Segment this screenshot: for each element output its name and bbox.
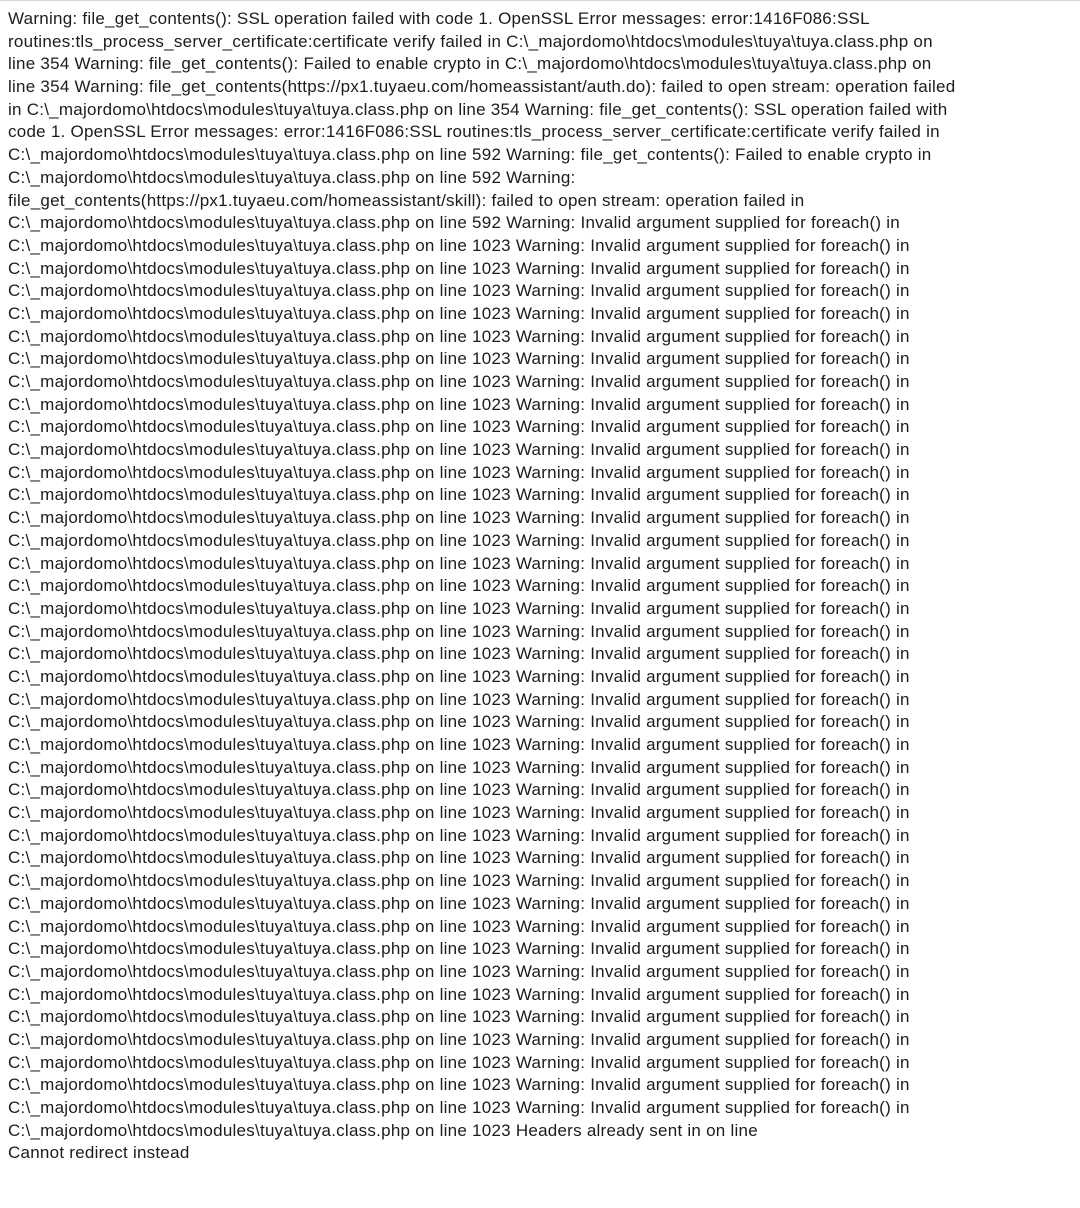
php-warning-line: C:\_majordomo\htdocs\modules\tuya\tuya.class.php on line 1023 Warning: Invalid argument supplied for foreach() in <box>8 803 910 823</box>
php-warning-line: C:\_majordomo\htdocs\modules\tuya\tuya.class.php on line 1023 Warning: Invalid argument supplied for foreach() in <box>8 780 910 800</box>
php-warning-line: C:\_majordomo\htdocs\modules\tuya\tuya.class.php on line 1023 Warning: Invalid argument supplied for foreach() in <box>8 916 910 936</box>
php-warning-line: C:\_majordomo\htdocs\modules\tuya\tuya.class.php on line 1023 Warning: Invalid argument supplied for foreach() in <box>8 1052 910 1072</box>
php-warning-line: C:\_majordomo\htdocs\modules\tuya\tuya.class.php on line 1023 Warning: Invalid argument supplied for foreach() in <box>8 235 910 255</box>
php-warning-line: C:\_majordomo\htdocs\modules\tuya\tuya.class.php on line 1023 Warning: Invalid argument supplied for foreach() in <box>8 326 910 346</box>
php-warning-line: C:\_majordomo\htdocs\modules\tuya\tuya.class.php on line 1023 Warning: Invalid argument supplied for foreach() in <box>8 1007 910 1027</box>
php-warning-line: C:\_majordomo\htdocs\modules\tuya\tuya.class.php on line 1023 Warning: Invalid argument supplied for foreach() in <box>8 825 910 845</box>
php-warning-line: C:\_majordomo\htdocs\modules\tuya\tuya.class.php on line 1023 Warning: Invalid argument supplied for foreach() in <box>8 576 910 596</box>
php-warning-line: C:\_majordomo\htdocs\modules\tuya\tuya.class.php on line 1023 Warning: Invalid argument supplied for foreach() in <box>8 1029 910 1049</box>
php-warning-line: in C:\_majordomo\htdocs\modules\tuya\tuya.class.php on line 354 Warning: file_get_contents(): SSL operation failed with <box>8 99 948 119</box>
php-warning-line: C:\_majordomo\htdocs\modules\tuya\tuya.class.php on line 1023 Headers already sent in on line <box>8 1120 758 1140</box>
php-warning-line: code 1. OpenSSL Error messages: error:1416F086:SSL routines:tls_process_server_certificate:certificate verify failed in <box>8 122 940 142</box>
php-warning-line: C:\_majordomo\htdocs\modules\tuya\tuya.class.php on line 1023 Warning: Invalid argument supplied for foreach() in <box>8 893 910 913</box>
php-warning-line: C:\_majordomo\htdocs\modules\tuya\tuya.class.php on line 592 Warning: file_get_contents(): Failed to enable crypto in <box>8 145 932 165</box>
php-warning-line: Cannot redirect instead <box>8 1143 190 1163</box>
php-warning-line: C:\_majordomo\htdocs\modules\tuya\tuya.class.php on line 1023 Warning: Invalid argument supplied for foreach() in <box>8 349 910 369</box>
php-warning-line: C:\_majordomo\htdocs\modules\tuya\tuya.class.php on line 1023 Warning: Invalid argument supplied for foreach() in <box>8 848 910 868</box>
php-warning-line: C:\_majordomo\htdocs\modules\tuya\tuya.class.php on line 1023 Warning: Invalid argument supplied for foreach() in <box>8 961 910 981</box>
php-warning-line: line 354 Warning: file_get_contents(https://px1.tuyaeu.com/homeassistant/auth.do): failed to open stream: operation failed <box>8 77 956 97</box>
php-warning-line: C:\_majordomo\htdocs\modules\tuya\tuya.class.php on line 1023 Warning: Invalid argument supplied for foreach() in <box>8 372 910 391</box>
php-warning-line: C:\_majordomo\htdocs\modules\tuya\tuya.class.php on line 1023 Warning: Invalid argument supplied for foreach() in <box>8 281 910 301</box>
top-edge-divider <box>0 0 1080 1</box>
php-warning-line: C:\_majordomo\htdocs\modules\tuya\tuya.class.php on line 592 Warning: Invalid argument supplied for foreach() in <box>8 213 900 233</box>
php-warning-line: C:\_majordomo\htdocs\modules\tuya\tuya.class.php on line 592 Warning: <box>8 167 576 187</box>
php-warning-line: C:\_majordomo\htdocs\modules\tuya\tuya.class.php on line 1023 Warning: Invalid argument supplied for foreach() in <box>8 735 910 754</box>
php-warning-line: C:\_majordomo\htdocs\modules\tuya\tuya.class.php on line 1023 Warning: Invalid argument supplied for foreach() in <box>8 871 910 891</box>
php-warning-line: C:\_majordomo\htdocs\modules\tuya\tuya.class.php on line 1023 Warning: Invalid argument supplied for foreach() in <box>8 598 910 618</box>
php-warning-line: C:\_majordomo\htdocs\modules\tuya\tuya.class.php on line 1023 Warning: Invalid argument supplied for foreach() in <box>8 440 910 460</box>
php-warning-line: C:\_majordomo\htdocs\modules\tuya\tuya.class.php on line 1023 Warning: Invalid argument supplied for foreach() in <box>8 984 910 1004</box>
php-warning-line: C:\_majordomo\htdocs\modules\tuya\tuya.class.php on line 1023 Warning: Invalid argument supplied for foreach() in <box>8 258 910 278</box>
php-warning-line: C:\_majordomo\htdocs\modules\tuya\tuya.class.php on line 1023 Warning: Invalid argument supplied for foreach() in <box>8 417 910 437</box>
php-warning-line: Warning: file_get_contents(): SSL operation failed with code 1. OpenSSL Error messages: error:1416F086:SSL <box>8 9 870 28</box>
php-warning-line: C:\_majordomo\htdocs\modules\tuya\tuya.class.php on line 1023 Warning: Invalid argument supplied for foreach() in <box>8 939 910 959</box>
php-warning-line: C:\_majordomo\htdocs\modules\tuya\tuya.class.php on line 1023 Warning: Invalid argument supplied for foreach() in <box>8 621 910 641</box>
php-warning-line: file_get_contents(https://px1.tuyaeu.com/homeassistant/skill): failed to open stream: operation failed in <box>8 190 805 210</box>
php-warning-line: routines:tls_process_server_certificate:certificate verify failed in C:\_majordomo\htdocs\modules\tuya\tuya.class.php on <box>8 31 933 51</box>
php-warning-line: C:\_majordomo\htdocs\modules\tuya\tuya.class.php on line 1023 Warning: Invalid argument supplied for foreach() in <box>8 485 910 505</box>
php-warning-line: C:\_majordomo\htdocs\modules\tuya\tuya.class.php on line 1023 Warning: Invalid argument supplied for foreach() in <box>8 1075 910 1095</box>
php-warning-line: C:\_majordomo\htdocs\modules\tuya\tuya.class.php on line 1023 Warning: Invalid argument supplied for foreach() in <box>8 462 910 482</box>
php-warning-line: C:\_majordomo\htdocs\modules\tuya\tuya.class.php on line 1023 Warning: Invalid argument supplied for foreach() in <box>8 689 910 709</box>
php-warning-line: C:\_majordomo\htdocs\modules\tuya\tuya.class.php on line 1023 Warning: Invalid argument supplied for foreach() in <box>8 757 910 777</box>
php-warning-line: C:\_majordomo\htdocs\modules\tuya\tuya.class.php on line 1023 Warning: Invalid argument supplied for foreach() in <box>8 394 910 414</box>
php-warning-line: C:\_majordomo\htdocs\modules\tuya\tuya.class.php on line 1023 Warning: Invalid argument supplied for foreach() in <box>8 712 910 732</box>
php-warning-line: C:\_majordomo\htdocs\modules\tuya\tuya.class.php on line 1023 Warning: Invalid argument supplied for foreach() in <box>8 644 910 664</box>
php-warning-line: C:\_majordomo\htdocs\modules\tuya\tuya.class.php on line 1023 Warning: Invalid argument supplied for foreach() in <box>8 508 910 528</box>
php-warning-line: C:\_majordomo\htdocs\modules\tuya\tuya.class.php on line 1023 Warning: Invalid argument supplied for foreach() in <box>8 1098 910 1117</box>
php-warning-line: C:\_majordomo\htdocs\modules\tuya\tuya.class.php on line 1023 Warning: Invalid argument supplied for foreach() in <box>8 530 910 550</box>
php-warning-line: C:\_majordomo\htdocs\modules\tuya\tuya.class.php on line 1023 Warning: Invalid argument supplied for foreach() in <box>8 553 910 573</box>
php-warning-line: C:\_majordomo\htdocs\modules\tuya\tuya.class.php on line 1023 Warning: Invalid argument supplied for foreach() in <box>8 666 910 686</box>
php-warning-line: line 354 Warning: file_get_contents(): Failed to enable crypto in C:\_majordomo\htdocs\modules\tuya\tuya.class.php on <box>8 54 932 74</box>
php-warning-line: C:\_majordomo\htdocs\modules\tuya\tuya.class.php on line 1023 Warning: Invalid argument supplied for foreach() in <box>8 303 910 323</box>
